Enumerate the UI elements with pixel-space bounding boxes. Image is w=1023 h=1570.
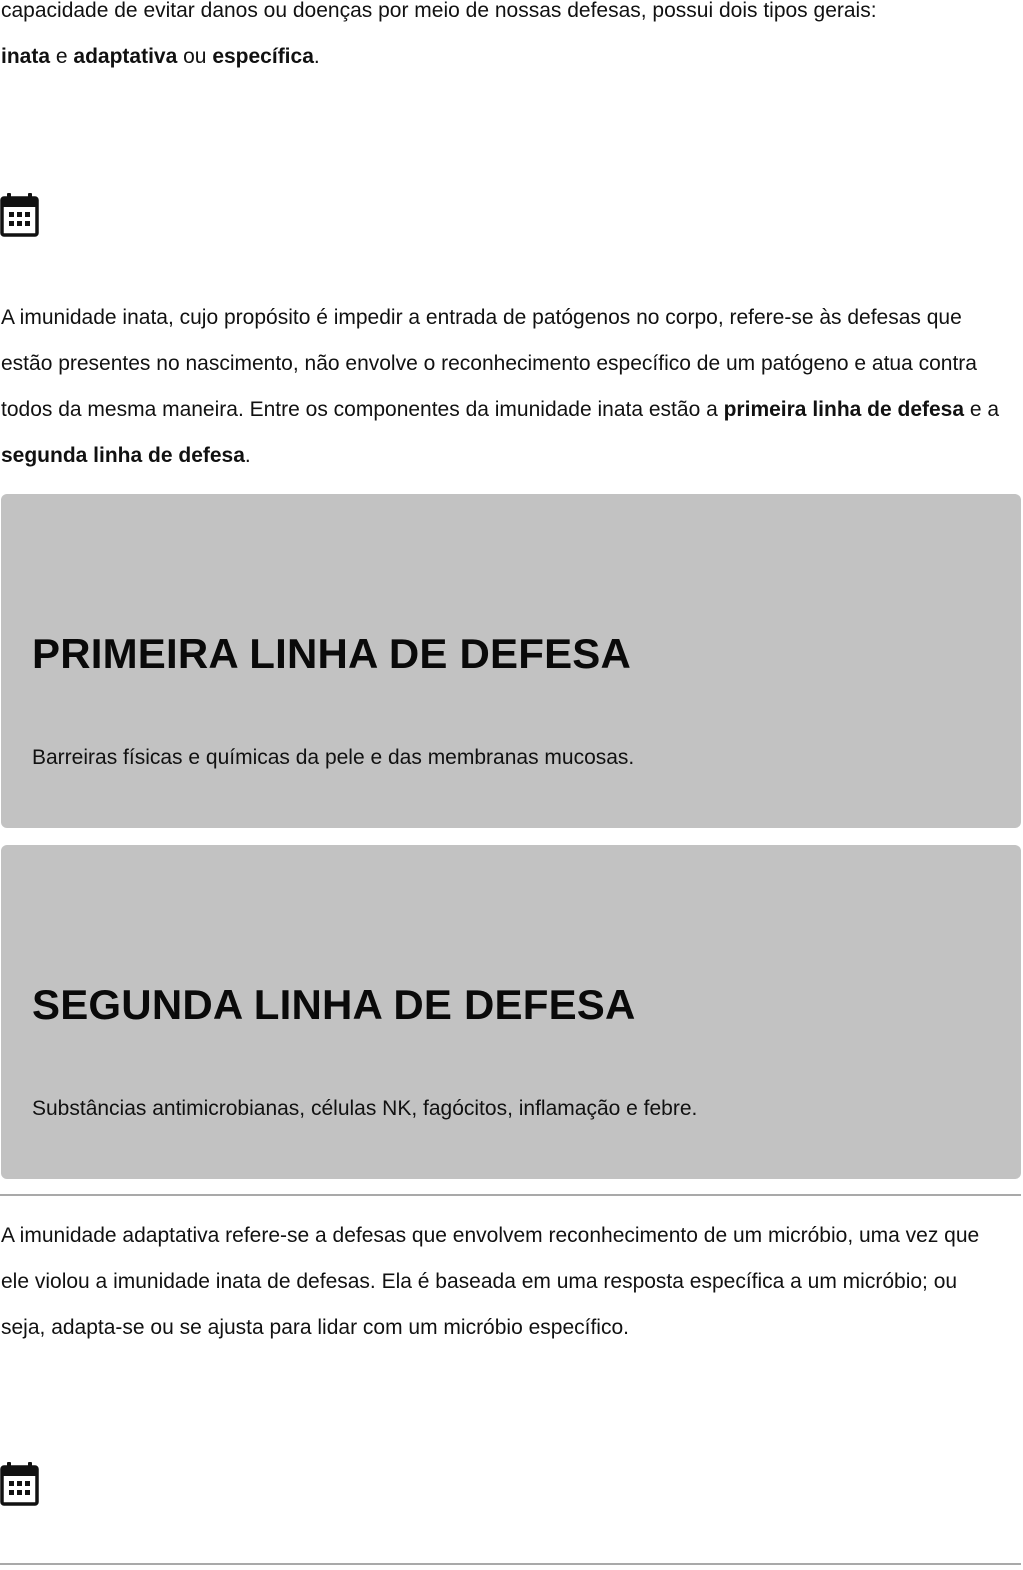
adaptive-text: A imunidade adaptativa refere-se a defesas que envolvem reconhecimento de um micróbio, uma vez que ele violou a imunidade inata de defesas. Ela é baseada em uma resposta específica a um micróbio; ou seja, adapta-se ou se ajusta para lidar com um micróbio específico.: [1, 1224, 980, 1339]
divider: [0, 1563, 1021, 1565]
intro-paragraph: [1, 0, 1006, 80]
intro-text: capacidade de evitar danos ou doenças por meio de nossas defesas, possui dois tipos gerais:: [1, 0, 877, 22]
conjunction: e: [55, 45, 68, 68]
card-body: Barreiras físicas e químicas da pele e das membranas mucosas.: [32, 746, 635, 769]
calendar-icon: [0, 1461, 40, 1507]
card-body: Substâncias antimicrobianas, células NK, fagócitos, inflamação e febre.: [32, 1097, 698, 1120]
first-line-card: [1, 494, 1021, 828]
conjunction: e a: [969, 398, 1000, 421]
card-title: PRIMEIRA LINHA DE DEFESA: [32, 630, 632, 677]
adaptive-immunity-paragraph: [1, 1213, 1006, 1351]
calendar-icon: [0, 192, 40, 238]
conjunction: ou: [183, 45, 207, 68]
term-second-line: segunda linha de defesa: [1, 444, 245, 467]
term-first-line: primeira linha de defesa: [723, 398, 965, 421]
term-specific: específica: [212, 45, 314, 68]
divider: [0, 1194, 1021, 1196]
period: .: [313, 45, 320, 68]
second-line-card: [1, 845, 1021, 1179]
innate-immunity-paragraph: [1, 295, 1006, 479]
innate-text: A imunidade inata, cujo propósito é impedir a entrada de patógenos no corpo, refere-se às defesas que estão presentes no nascimento, não envolve o reconhecimento específico de um patógeno e atua contra todos da mesma maneira. Entre os componentes da imunidade inata estão a: [1, 306, 977, 421]
term-innate: inata: [1, 45, 51, 68]
period: .: [244, 444, 251, 467]
term-adaptive: adaptativa: [73, 45, 178, 68]
card-title: SEGUNDA LINHA DE DEFESA: [32, 981, 636, 1028]
